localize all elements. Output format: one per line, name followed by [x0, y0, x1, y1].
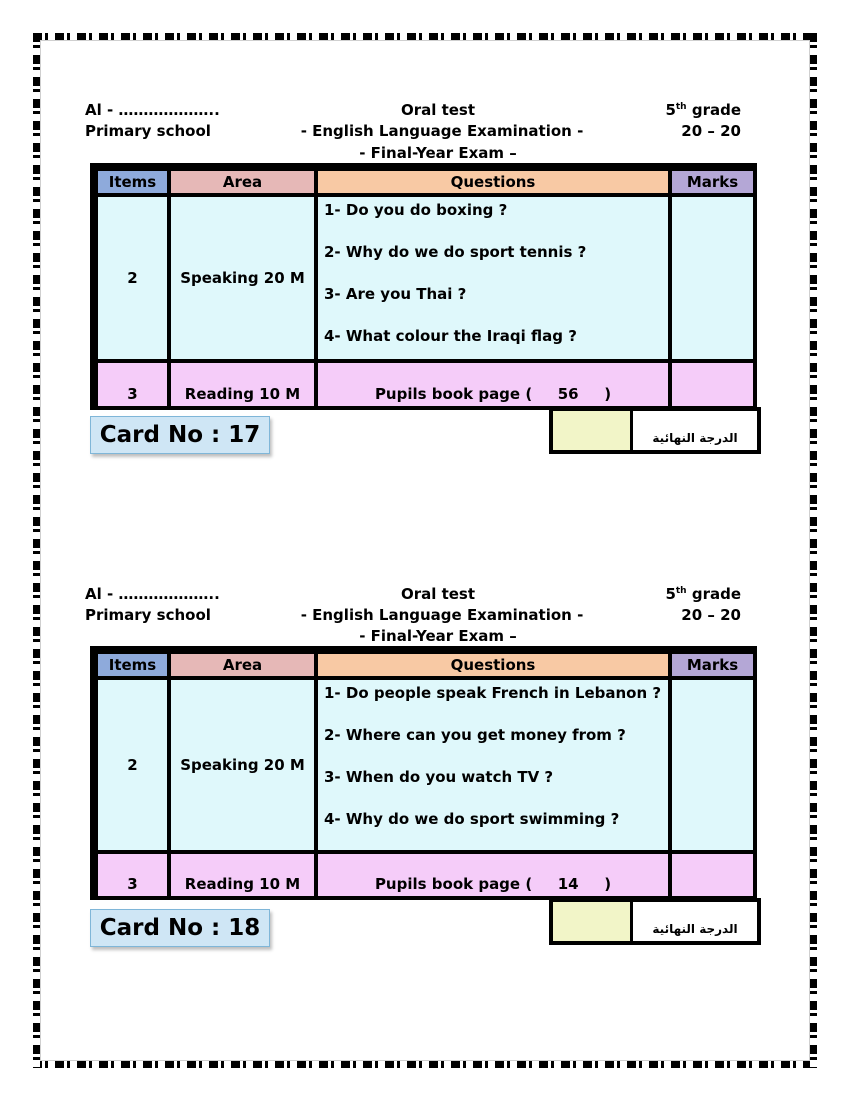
header-items: Items: [98, 654, 167, 676]
final-grade-value-cell: [553, 411, 630, 450]
header-questions: Questions: [318, 654, 668, 676]
grade-word: grade: [691, 101, 741, 119]
card-number-badge: Card No : 17: [90, 416, 270, 454]
final-grade-label: الدرجة النهائية: [633, 902, 757, 941]
school-year: 20 – 20: [681, 122, 741, 140]
school-year: 20 – 20: [681, 606, 741, 624]
book-page-close: ): [604, 385, 612, 403]
exam-period: - Final-Year Exam –: [359, 144, 517, 162]
page-border-top: [33, 33, 817, 40]
header-marks: Marks: [672, 654, 753, 676]
exam-table: [90, 646, 757, 900]
final-grade-value-cell: [553, 902, 630, 941]
test-name: Oral test: [400, 101, 476, 119]
reading-item-number: 3: [98, 854, 167, 896]
reading-book-page: [318, 363, 668, 406]
page-border-right: [810, 33, 817, 1068]
speaking-questions: [318, 197, 668, 359]
question-3: 3- When do you watch TV ?: [324, 768, 554, 786]
reading-marks-cell: [672, 854, 753, 896]
grade-number: 5: [665, 585, 676, 603]
speaking-area: Speaking 20 M: [171, 680, 314, 850]
header-marks: Marks: [672, 171, 753, 193]
page-border-left: [33, 33, 40, 1068]
exam-name: - English Language Examination -: [300, 606, 584, 624]
final-grade-box: [549, 898, 761, 945]
school-type: Primary school: [85, 606, 211, 624]
card-number-badge: Card No : 18: [90, 909, 270, 947]
grade-number: 5: [665, 101, 676, 119]
reading-marks-cell: [672, 363, 753, 406]
header-questions: Questions: [318, 171, 668, 193]
grade-word: grade: [691, 585, 741, 603]
grade-label: [620, 101, 741, 119]
speaking-marks-cell: [672, 680, 753, 850]
header-items: Items: [98, 171, 167, 193]
book-page-number: 56: [557, 385, 579, 403]
question-2: 2- Why do we do sport tennis ?: [324, 243, 587, 261]
question-4: 4- What colour the Iraqi flag ?: [324, 327, 577, 345]
question-3: 3- Are you Thai ?: [324, 285, 467, 303]
exam-period: - Final-Year Exam –: [359, 627, 517, 645]
reading-item-number: 3: [98, 363, 167, 406]
reading-area: Reading 10 M: [171, 363, 314, 406]
speaking-marks-cell: [672, 197, 753, 359]
speaking-item-number: 2: [98, 197, 167, 359]
reading-area: Reading 10 M: [171, 854, 314, 896]
header-area: Area: [171, 654, 314, 676]
speaking-questions: [318, 680, 668, 850]
question-1: 1- Do people speak French in Lebanon ?: [324, 684, 662, 702]
reading-book-page: [318, 854, 668, 896]
final-grade-label: الدرجة النهائية: [633, 411, 757, 450]
final-grade-box: [549, 407, 761, 454]
page-border-bottom: [33, 1061, 817, 1068]
question-4: 4- Why do we do sport swimming ?: [324, 810, 620, 828]
question-2: 2- Where can you get money from ?: [324, 726, 626, 744]
school-name: Al - ………………..: [85, 101, 220, 119]
test-name: Oral test: [400, 585, 476, 603]
header-area: Area: [171, 171, 314, 193]
grade-label: [620, 585, 741, 603]
speaking-area: Speaking 20 M: [171, 197, 314, 359]
school-type: Primary school: [85, 122, 211, 140]
exam-table: [90, 163, 757, 410]
school-name: Al - ………………..: [85, 585, 220, 603]
speaking-item-number: 2: [98, 680, 167, 850]
exam-name: - English Language Examination -: [300, 122, 584, 140]
grade-suffix: th: [675, 586, 687, 596]
book-page-text: Pupils book page (: [374, 385, 533, 403]
book-page-close: ): [604, 875, 612, 893]
question-1: 1- Do you do boxing ?: [324, 201, 508, 219]
book-page-number: 14: [557, 875, 579, 893]
grade-suffix: th: [675, 102, 687, 112]
book-page-text: Pupils book page (: [374, 875, 533, 893]
